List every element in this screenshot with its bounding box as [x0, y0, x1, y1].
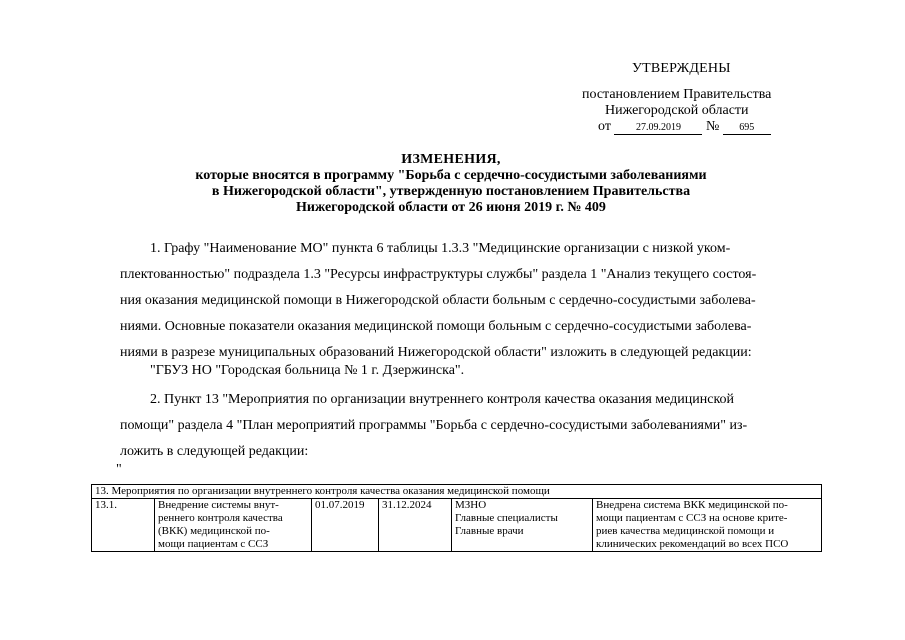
paragraph-1-line: ниями в разрезе муниципальных образований Нижегородской области" изложить в следующей редакции:	[120, 345, 752, 360]
cell-start-date: 01.07.2019	[312, 499, 379, 552]
cell-responsible-line: Главные специалисты	[455, 512, 558, 524]
paragraph-2-line: ложить в следующей редакции:	[120, 444, 309, 459]
paragraph-1-line: ниями. Основные показатели оказания медицинской помощи больным с сердечно-сосудистыми заболева-	[120, 319, 752, 334]
cell-end-date: 31.12.2024	[379, 499, 452, 552]
approval-title: УТВЕРЖДЕНЫ	[632, 61, 731, 76]
opening-quote-mark: "	[116, 462, 122, 477]
approval-date-row	[598, 119, 771, 135]
approval-number: 695	[723, 122, 771, 135]
approval-by: постановлением Правительства	[582, 87, 772, 102]
paragraph-1	[120, 236, 792, 366]
cell-responsible-line: МЗНО	[455, 499, 487, 511]
cell-activity-line: реннего контроля качества	[158, 512, 283, 524]
table-row	[92, 499, 822, 552]
cell-result-line: риев качества медицинской помощи и	[596, 525, 775, 537]
measures-table	[91, 484, 822, 552]
cell-result-line: мощи пациентам с ССЗ на основе крите-	[596, 512, 788, 524]
approval-region: Нижегородской области	[605, 103, 749, 118]
heading-title: ИЗМЕНЕНИЯ,	[401, 152, 501, 167]
cell-activity-line: (ВКК) медицинской по-	[158, 525, 270, 537]
cell-activity-line: Внедрение системы внут-	[158, 499, 279, 511]
paragraph-1-line: 1. Графу "Наименование МО" пункта 6 таблицы 1.3.3 "Медицинские организации с низкой уком-	[150, 241, 731, 256]
cell-result	[593, 499, 822, 552]
cell-result-line: клинических рекомендаций во всех ПСО	[596, 538, 789, 550]
approval-date-prefix: от	[598, 119, 611, 134]
cell-activity	[155, 499, 312, 552]
heading-line-2: которые вносятся в программу "Борьба с сердечно-сосудистыми заболеваниями	[195, 168, 707, 183]
paragraph-2-line: 2. Пункт 13 "Мероприятия по организации внутреннего контроля качества оказания медицинской	[150, 392, 735, 407]
hospital-name-quote: "ГБУЗ НО "Городская больница № 1 г. Дзержинска".	[150, 363, 465, 378]
paragraph-1-line: ния оказания медицинской помощи в Нижегородской области больным с сердечно-сосудистыми заболева-	[120, 293, 756, 308]
document-heading	[90, 152, 812, 216]
approval-date: 27.09.2019	[614, 122, 702, 135]
cell-responsible-line: Главные врачи	[455, 525, 524, 537]
cell-activity-line: мощи пациентам с ССЗ	[158, 538, 269, 550]
paragraph-2	[120, 387, 792, 465]
heading-line-3: в Нижегородской области", утвержденную постановлением Правительства	[211, 184, 691, 199]
cell-item-number: 13.1.	[92, 499, 155, 552]
paragraph-2-line: помощи" раздела 4 "План мероприятий программы "Борьба с сердечно-сосудистыми заболеваниями" из-	[120, 418, 748, 433]
cell-responsible	[452, 499, 593, 552]
table-section-header-row	[92, 485, 822, 499]
approval-number-sign: №	[705, 119, 720, 134]
paragraph-1-line: плектованностью" подраздела 1.3 "Ресурсы инфраструктуры службы" раздела 1 "Анализ текущего состоя-	[120, 267, 757, 282]
table-section-header: 13. Мероприятия по организации внутреннего контроля качества оказания медицинской помощи	[92, 485, 822, 499]
heading-line-4: Нижегородской области от 26 июня 2019 г. № 409	[296, 200, 606, 215]
cell-result-line: Внедрена система ВКК медицинской по-	[596, 499, 788, 511]
